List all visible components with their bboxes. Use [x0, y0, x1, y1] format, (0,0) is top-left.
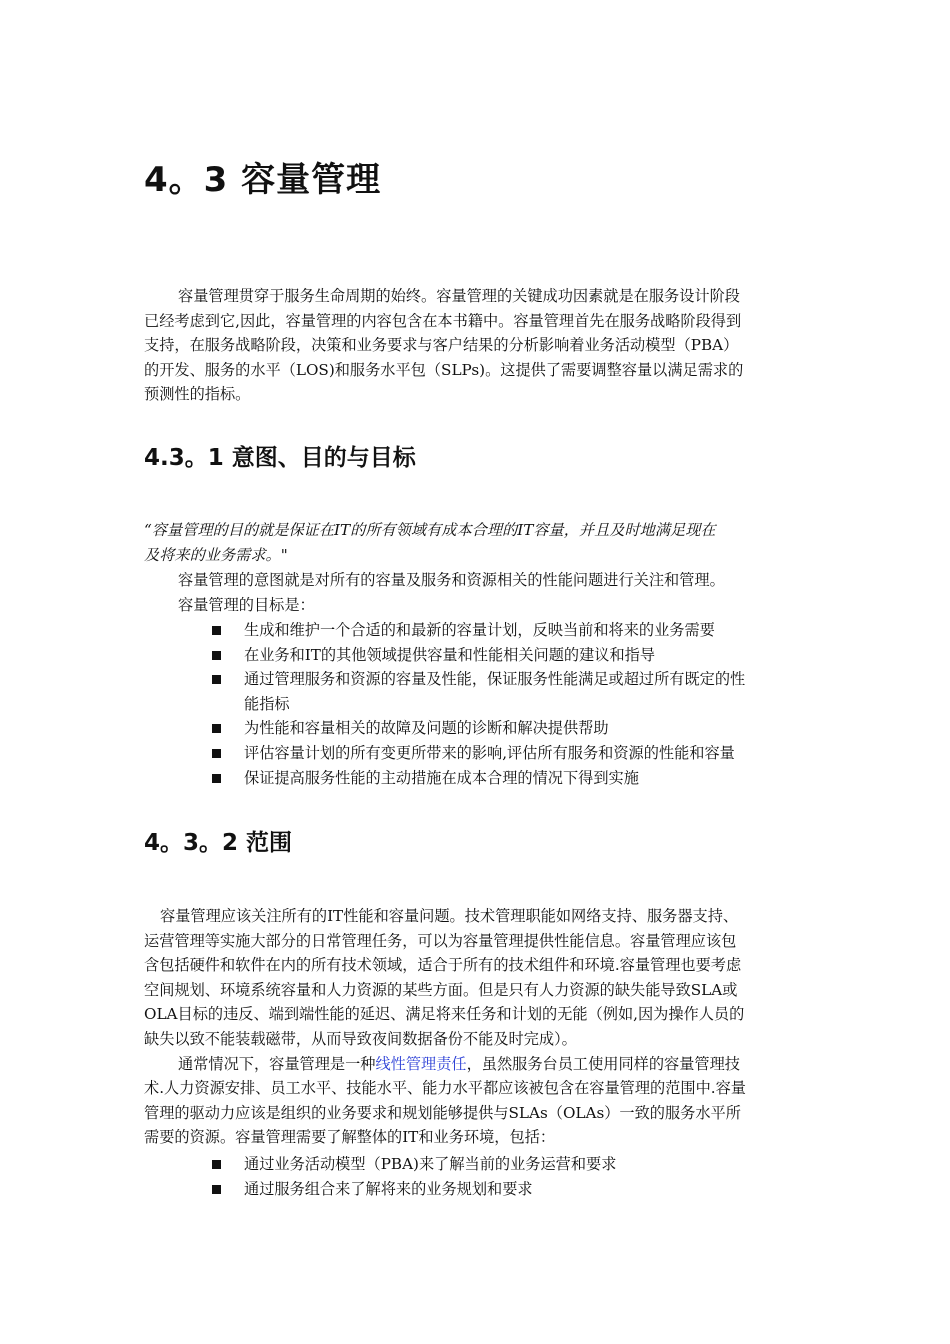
list-item-text: 通过服务组合来了解将来的业务规划和要求	[244, 1179, 533, 1198]
list-item-text: 通过业务活动模型（PBA)来了解当前的业务运营和要求	[244, 1155, 617, 1173]
scope-text: ，虽然服务台员工使用同样的容量管理技	[466, 1054, 740, 1073]
list-item-text: 保证提高服务性能的主动措施在成本合理的情况下得到实施	[244, 768, 639, 787]
intro-paragraph	[144, 284, 808, 407]
goals-list	[208, 618, 808, 790]
scope-line	[144, 1052, 808, 1077]
quote-line: 及将来的业务需求。"	[144, 545, 288, 564]
list-item	[208, 1152, 808, 1177]
quote-line: “容量管理的目的就是保证在IT的所有领域有成本合理的IT容量，并且及时地满足现在	[144, 521, 716, 539]
bullet-square-icon	[212, 774, 221, 783]
scope-line: 需要的资源。容量管理需要了解整体的IT和业务环境，包括：	[144, 1128, 556, 1147]
list-item	[208, 667, 808, 716]
scope-line: 容量管理应该关注所有的IT性能和容量问题。技术管理职能如网络支持、服务器支持、	[160, 907, 739, 925]
list-item-text: 评估容量计划的所有变更所带来的影响,评估所有服务和资源的性能和容量	[244, 743, 735, 762]
requirements-list	[208, 1152, 808, 1201]
list-item-text: 在业务和IT的其他领域提供容量和性能相关问题的建议和指导	[244, 645, 656, 664]
list-item-text: 为性能和容量相关的故障及问题的诊断和解决提供帮助	[244, 719, 609, 738]
intro-line: 支持，在服务战略阶段，决策和业务要求与客户结果的分析影响着业务活动模型（PBA）	[144, 336, 739, 355]
scope-line: 空间规划、环境系统容量和人力资源的某些方面。但是只有人力资源的缺失能导致SLA或	[144, 980, 738, 999]
bullet-square-icon	[212, 675, 221, 684]
bullet-square-icon	[212, 626, 221, 635]
intro-line: 的开发、服务的水平（LOS)和服务水平包（SLPs)。这提供了需要调整容量以满足需求的	[144, 360, 744, 379]
list-item	[208, 643, 808, 668]
list-item	[208, 766, 808, 791]
list-item-text: 通过管理服务和资源的容量及性能，保证服务性能满足或超过所有既定的性	[244, 670, 746, 689]
purpose-quote	[144, 518, 808, 567]
bullet-square-icon	[212, 724, 221, 733]
bullet-square-icon	[212, 749, 221, 758]
intent-text: 容量管理的意图就是对所有的容量及服务和资源相关的性能问题进行关注和管理。	[178, 571, 725, 589]
bullet-square-icon	[212, 651, 221, 660]
list-item-text: 生成和维护一个合适的和最新的容量计划，反映当前和将来的业务需要	[244, 621, 715, 639]
scope-text: 通常情况下，容量管理是一种	[178, 1054, 376, 1073]
intro-line: 已经考虑到它,因此，容量管理的内容包含在本书籍中。容量管理首先在服务战略阶段得到	[144, 311, 742, 330]
intent-paragraph	[144, 568, 808, 617]
scope-line: 含包括硬件和软件在内的所有技术领域，适合于所有的技术组件和环境.容量管理也要考虑	[144, 956, 742, 975]
line-management-link[interactable]: 线性管理责任	[375, 1054, 467, 1073]
bullet-square-icon	[212, 1160, 221, 1169]
bullet-square-icon	[212, 1185, 221, 1194]
scope-line: 运营管理等实施大部分的日常管理任务，可以为容量管理提供性能信息。容量管理应该包	[144, 931, 737, 950]
list-item	[208, 741, 808, 766]
scope-line: OLA目标的违反、端到端性能的延迟、满足将来任务和计划的无能（例如,因为操作人员的	[144, 1005, 745, 1024]
list-item	[208, 716, 808, 741]
scope-line: 缺失以致不能装载磁带，从而导致夜间数据备份不能及时完成）。	[144, 1029, 577, 1048]
scope-paragraph	[144, 904, 808, 1150]
section-title: 4。3 容量管理	[144, 160, 382, 200]
intro-line: 预测性的指标。	[144, 385, 251, 404]
subsection-title-scope: 4。3。2 范围	[144, 830, 293, 856]
scope-line: 术.人力资源安排、员工水平、技能水平、能力水平都应该被包含在容量管理的范围中.容量	[144, 1079, 746, 1098]
list-item	[208, 618, 808, 643]
intro-line: 容量管理贯穿于服务生命周期的始终。容量管理的关键成功因素就是在服务设计阶段	[178, 287, 740, 305]
list-item-text: 能指标	[244, 694, 290, 713]
scope-line: 管理的驱动力应该是组织的业务要求和规划能够提供与SLAs（OLAs）一致的服务水平所	[144, 1103, 741, 1122]
goals-label: 容量管理的目标是：	[178, 595, 315, 614]
list-item	[208, 1177, 808, 1202]
subsection-title-intent: 4.3。1 意图、目的与目标	[144, 445, 416, 471]
